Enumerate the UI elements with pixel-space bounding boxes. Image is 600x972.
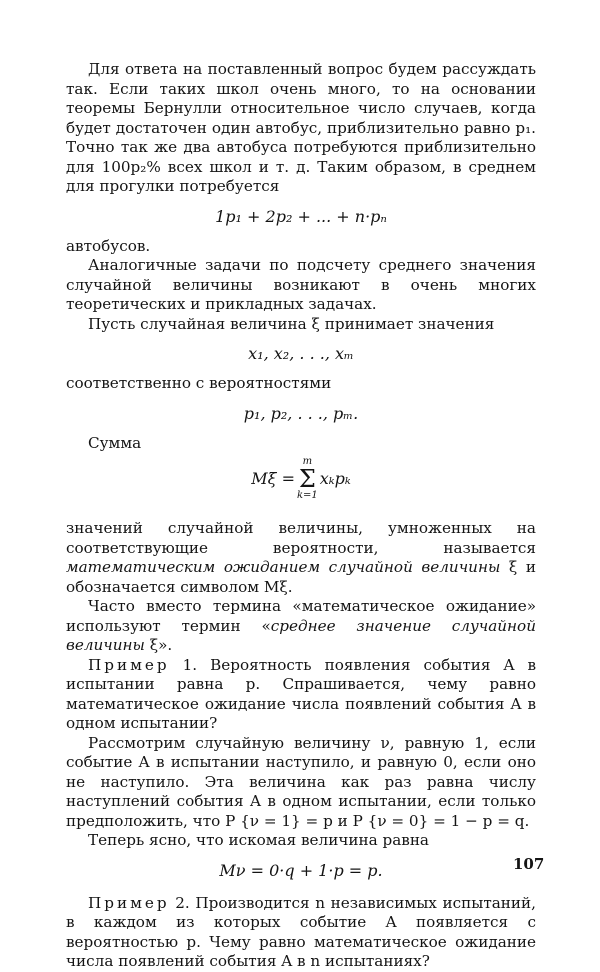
formula-values: x₁, x₂, . . ., xₘ <box>248 344 354 363</box>
text-run: ξ». <box>144 636 173 654</box>
term-expectation: математическим ожиданием случайной величины <box>66 558 501 576</box>
formula-expectation <box>66 457 536 513</box>
text-run: Часто вместо термина «математическое ожидание» используют термин « <box>66 597 536 635</box>
example-text: 2. Производится n независимых испытаний, в каждом из которых событие A появляется с вероятностью p. Чему равно математическое ожидание числа появлений события A в n испытаниях? <box>66 893 536 970</box>
sum-operator <box>297 457 318 501</box>
text-run: ξ и обозначается символом Mξ. <box>66 558 536 596</box>
page-number: 107 <box>513 855 545 873</box>
paragraph: Пусть случайная величина ξ принимает значения <box>88 314 495 333</box>
term-mean-value: среднее значение случайной величины <box>66 616 536 654</box>
expectation-lhs: Mξ = <box>251 469 295 489</box>
formula-probabilities: p₁, p₂, . . ., pₘ. <box>243 403 359 423</box>
paragraph: Теперь ясно, что искомая величина равна <box>88 831 429 849</box>
expectation-rhs: xₖpₖ <box>319 469 351 489</box>
example-1 <box>66 656 536 734</box>
formula-bernoulli-expectation: Mν = 0·q + 1·p = p. <box>219 860 383 880</box>
text-run: значений случайной величины, умноженных на соответствующие вероятности, называется <box>66 519 536 557</box>
paragraph: Рассмотрим случайную величину ν, равную 1, если событие A в испытании наступило, и равную 0, если оно не наступило. Эта величина как раз равна числу наступлений события A в одном испытании, если только предположить, что P {ν = 1} = p и P {ν = 0} = 1 − p = q. <box>66 733 536 830</box>
example-text: 1. Вероятность появления события A в испытании равна p. Спрашивается, чему равно математическое ожидание числа появлений события A в одном испытании? <box>66 655 536 732</box>
sum-upper-limit: m <box>302 456 313 467</box>
paragraph: Аналогичные задачи по подсчету среднего значения случайной величины возникают в очень многих теоретических и прикладных задачах. <box>66 256 536 313</box>
paragraph: Сумма <box>88 433 142 452</box>
sigma-symbol: Σ <box>298 465 316 493</box>
paragraph: соответственно с вероятностями <box>66 374 332 392</box>
example-2 <box>66 894 536 972</box>
paragraph <box>66 519 536 597</box>
page-body <box>66 60 536 972</box>
example-label: Пример <box>88 655 170 674</box>
formula-buses: 1p₁ + 2p₂ + ... + n·pₙ <box>215 206 387 226</box>
paragraph: Для ответа на поставленный вопрос будем рассуждать так. Если таких школ очень много, то на основании теоремы Бернулли относительное число случаев, когда будет достаточен один автобус, приблизительно равно p₁. Точно так же два автобуса потребуются приблизительно для 100p₂% всех школ и т. д. Таким образом, в среднем для прогулки потребуется <box>66 60 536 195</box>
example-label: Пример <box>88 893 170 912</box>
paragraph: автобусов. <box>66 236 151 255</box>
sum-lower-limit: k=1 <box>296 490 318 501</box>
paragraph <box>66 597 536 656</box>
